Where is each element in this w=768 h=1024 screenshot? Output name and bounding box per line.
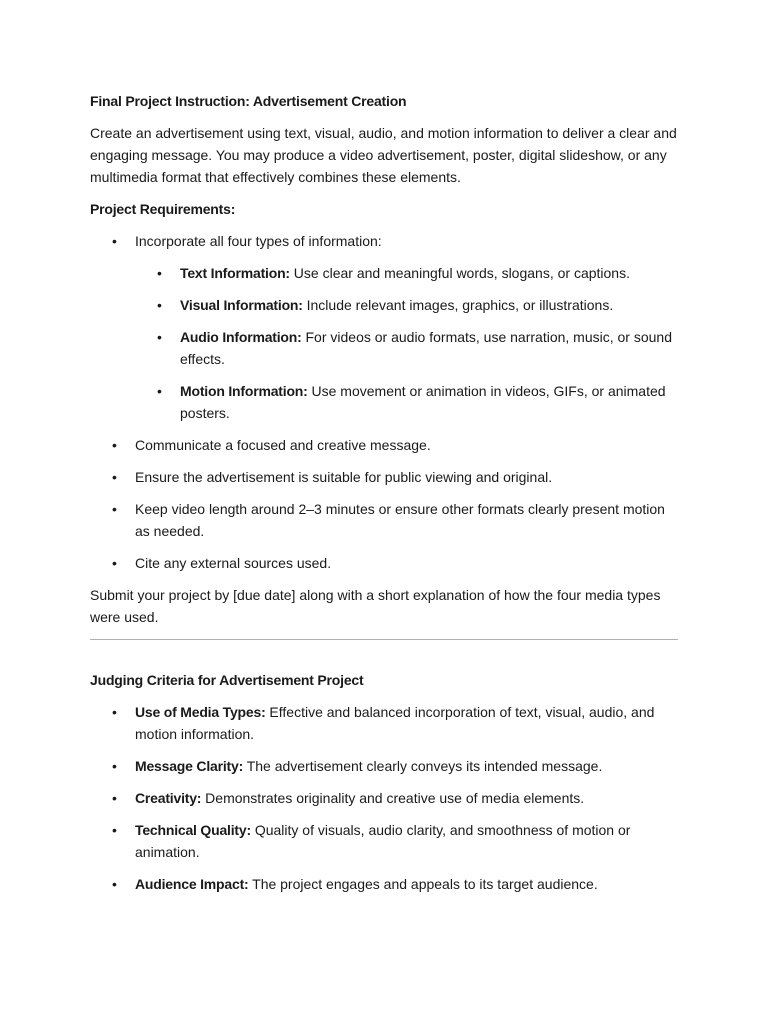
list-item <box>135 294 678 316</box>
submit-note: Submit your project by [due date] along with a short explanation of how the four media types were used. <box>90 587 661 625</box>
requirements-heading: Project Requirements: <box>90 201 236 217</box>
list-item <box>90 701 678 745</box>
info-type-text: Use clear and meaningful words, slogans, or captions. <box>289 265 630 281</box>
criteria-label: Message Clarity: <box>135 758 244 774</box>
info-type-text: Include relevant images, graphics, or illustrations. <box>302 297 614 313</box>
list-item <box>90 552 678 574</box>
criteria-label: Use of Media Types: <box>135 704 266 720</box>
list-item <box>90 873 678 895</box>
section-title-judging: Judging Criteria for Advertisement Project <box>90 672 364 688</box>
intro-paragraph: Create an advertisement using text, visual, audio, and motion information to deliver a clear and engaging message. You may produce a video advertisement, poster, digital slideshow, or any multimedia format that effectively combines these elements. <box>90 125 677 185</box>
criteria-label: Technical Quality: <box>135 822 251 838</box>
criteria-text: Effective and balanced incorporation of text, visual, audio, and motion information. <box>135 704 655 742</box>
list-item <box>135 262 678 284</box>
info-types-list <box>135 262 678 424</box>
criteria-text: Quality of visuals, audio clarity, and smoothness of motion or animation. <box>135 822 631 860</box>
requirement-text: Cite any external sources used. <box>135 555 332 571</box>
section-divider <box>90 639 678 640</box>
requirement-text: Incorporate all four types of information: <box>135 233 382 249</box>
list-item <box>90 434 678 456</box>
criteria-text: The advertisement clearly conveys its intended message. <box>243 758 603 774</box>
criteria-label: Audience Impact: <box>135 876 249 892</box>
list-item <box>135 326 678 370</box>
info-type-label: Audio Information: <box>180 329 302 345</box>
requirements-list <box>90 230 678 574</box>
info-type-label: Visual Information: <box>180 297 303 313</box>
info-type-label: Text Information: <box>180 265 290 281</box>
list-item <box>90 498 678 542</box>
list-item <box>90 755 678 777</box>
list-item <box>90 466 678 488</box>
criteria-text: The project engages and appeals to its target audience. <box>248 876 598 892</box>
list-item <box>90 230 678 424</box>
section-title-instructions: Final Project Instruction: Advertisement Creation <box>90 93 407 109</box>
requirement-text: Communicate a focused and creative message. <box>135 437 431 453</box>
criteria-text: Demonstrates originality and creative use of media elements. <box>201 790 585 806</box>
requirement-text: Ensure the advertisement is suitable for public viewing and original. <box>135 469 553 485</box>
list-item <box>135 380 678 424</box>
list-item <box>90 819 678 863</box>
criteria-list <box>90 701 678 895</box>
requirement-text: Keep video length around 2–3 minutes or ensure other formats clearly present motion as needed. <box>135 501 665 539</box>
criteria-label: Creativity: <box>135 790 202 806</box>
list-item <box>90 787 678 809</box>
info-type-label: Motion Information: <box>180 383 308 399</box>
info-type-text: For videos or audio formats, use narration, music, or sound effects. <box>180 329 673 367</box>
info-type-text: Use movement or animation in videos, GIFs, or animated posters. <box>180 383 666 421</box>
